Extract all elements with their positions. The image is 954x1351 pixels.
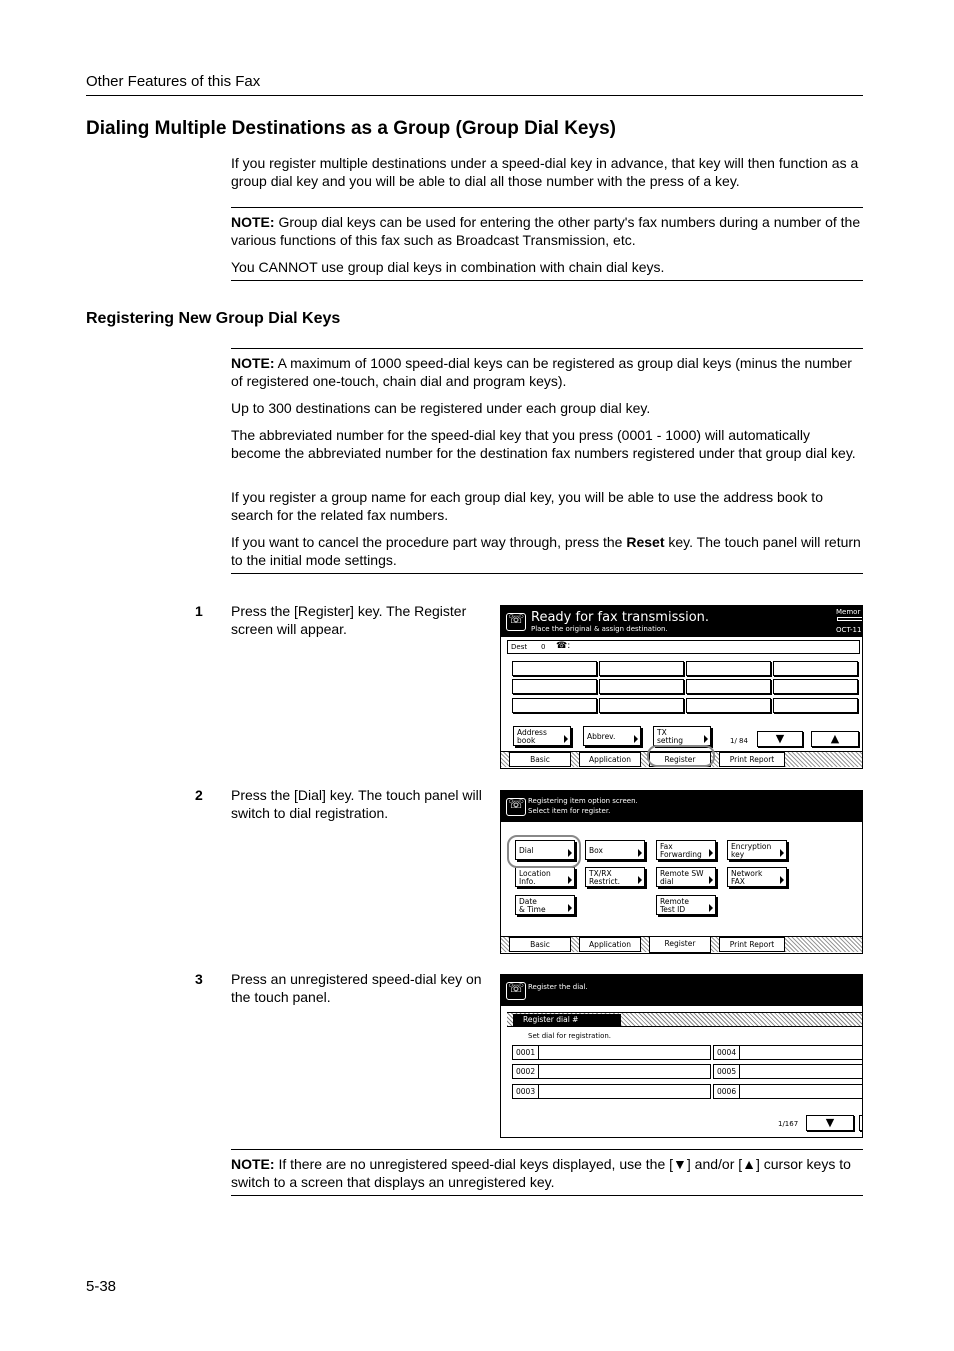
scroll-down-button[interactable] bbox=[757, 731, 803, 747]
screen2-titlebar bbox=[501, 791, 862, 822]
dial-number: 0005 bbox=[714, 1065, 740, 1078]
screen-register-options bbox=[500, 790, 863, 954]
down-arrow-icon: ▼ bbox=[775, 732, 785, 745]
page-indicator: 1/ 84 bbox=[730, 737, 748, 745]
remote-test-id-label: Remote Test ID bbox=[660, 897, 689, 914]
arrow-right-icon bbox=[634, 735, 638, 743]
note1-extra: You CANNOT use group dial keys in combination with chain dial keys. bbox=[231, 259, 665, 275]
note2-p5 bbox=[231, 533, 863, 569]
screen2-title: Registering item option screen. bbox=[528, 797, 638, 805]
page-number: 5-38 bbox=[86, 1278, 117, 1295]
one-touch-key[interactable] bbox=[599, 679, 684, 694]
tab-application[interactable]: Application bbox=[579, 752, 641, 767]
up-arrow-icon: ▲ bbox=[830, 732, 840, 745]
one-touch-key[interactable] bbox=[599, 661, 684, 676]
note2-top-rule bbox=[231, 348, 863, 349]
abbrev-button[interactable] bbox=[583, 726, 641, 746]
box-label: Box bbox=[589, 846, 603, 855]
screen1-title: Ready for fax transmission. bbox=[531, 610, 710, 625]
fax-icon bbox=[506, 982, 526, 1000]
dest-bar bbox=[507, 640, 860, 654]
one-touch-key[interactable] bbox=[512, 679, 597, 694]
location-info-button[interactable] bbox=[515, 867, 575, 887]
section-subtitle: Registering New Group Dial Keys bbox=[86, 310, 341, 327]
scroll-up-button[interactable] bbox=[859, 1115, 863, 1131]
one-touch-key[interactable] bbox=[773, 679, 858, 694]
note3-bottom-rule bbox=[231, 1195, 863, 1196]
note1-label: NOTE: bbox=[231, 214, 275, 230]
reset-key-label: Reset bbox=[626, 534, 665, 550]
scroll-down-button[interactable] bbox=[806, 1115, 854, 1131]
note3-body: If there are no unregistered speed-dial keys displayed, use the [▼] and/or [▲] cursor keys to switch to a screen that displays an unregistered key. bbox=[231, 1156, 851, 1190]
screen1-subtitle: Place the original & assign destination. bbox=[531, 625, 668, 633]
date-time-button[interactable] bbox=[515, 895, 575, 915]
note2-p5-start: If you want to cancel the procedure part way through, press the bbox=[231, 534, 627, 550]
remote-sw-dial-button[interactable] bbox=[656, 867, 716, 887]
remote-sw-dial-label: Remote SW dial bbox=[660, 869, 704, 886]
dial-number: 0004 bbox=[714, 1046, 740, 1059]
dial-key[interactable] bbox=[512, 1084, 711, 1099]
address-book-label: Address book bbox=[517, 728, 547, 745]
note3-top-rule bbox=[231, 1149, 863, 1150]
network-fax-button[interactable] bbox=[727, 867, 787, 887]
arrow-right-icon bbox=[564, 735, 568, 743]
dial-number: 0002 bbox=[513, 1065, 539, 1078]
header-rule bbox=[86, 95, 863, 96]
screen-register bbox=[500, 605, 863, 769]
fax-forwarding-button[interactable] bbox=[656, 840, 716, 860]
note2-text bbox=[231, 354, 863, 390]
scroll-up-button[interactable] bbox=[811, 731, 859, 747]
one-touch-key[interactable] bbox=[686, 679, 771, 694]
arrow-right-icon bbox=[780, 876, 784, 884]
tab-register[interactable]: Register bbox=[649, 937, 711, 953]
address-book-button[interactable] bbox=[513, 726, 571, 746]
page-indicator: 1/167 bbox=[778, 1120, 799, 1128]
dest-label: Dest bbox=[511, 643, 528, 651]
arrow-right-icon bbox=[709, 876, 713, 884]
note2-p2: Up to 300 destinations can be registered under each group dial key. bbox=[231, 400, 651, 416]
running-header: Other Features of this Fax bbox=[86, 73, 261, 90]
arrow-right-icon bbox=[709, 849, 713, 857]
highlight-circle bbox=[507, 835, 581, 868]
screen-register-dial bbox=[500, 974, 863, 1138]
tab-application[interactable]: Application bbox=[579, 937, 641, 952]
tab-print-report[interactable]: Print Report bbox=[719, 752, 785, 767]
one-touch-key[interactable] bbox=[686, 661, 771, 676]
note2-p5-end: key. The touch panel will return to the initial mode settings. bbox=[231, 534, 861, 568]
note1-body: Group dial keys can be used for entering the other party's fax numbers during a number of the various functions of this fax such as Broadcast Transmission, etc. bbox=[231, 214, 861, 248]
dial-number: 0003 bbox=[513, 1085, 539, 1098]
date-label: OCT-11 bbox=[836, 626, 862, 634]
tab-register[interactable]: Register bbox=[649, 752, 711, 767]
one-touch-key[interactable] bbox=[773, 698, 858, 713]
note2-label: NOTE: bbox=[231, 355, 275, 371]
page-title: Dialing Multiple Destinations as a Group (Group Dial Keys) bbox=[86, 118, 616, 139]
memory-gauge bbox=[837, 617, 863, 621]
dial-key[interactable] bbox=[713, 1064, 863, 1079]
tab-basic[interactable]: Basic bbox=[509, 752, 571, 767]
date-time-label: Date & Time bbox=[519, 897, 546, 914]
dial-number: 0006 bbox=[714, 1085, 740, 1098]
screen1-titlebar bbox=[501, 606, 862, 637]
arrow-right-icon bbox=[780, 849, 784, 857]
highlight-circle bbox=[647, 745, 715, 767]
step-1-text: Press the [Register] key. The Register screen will appear. bbox=[231, 603, 467, 637]
tab-print-report[interactable]: Print Report bbox=[719, 937, 785, 952]
note2-p3: The abbreviated number for the speed-dial key that you press (0001 - 1000) will automatically become the abbreviated number for the destination fax numbers registered under that group dial key. bbox=[231, 427, 856, 461]
arrow-right-icon bbox=[704, 735, 708, 743]
dest-count: 0 bbox=[541, 643, 546, 651]
note1-bottom-rule bbox=[231, 280, 863, 281]
fax-forwarding-label: Fax Forwarding bbox=[660, 842, 702, 859]
instruction-text: Set dial for registration. bbox=[528, 1032, 612, 1040]
dial-key[interactable] bbox=[713, 1084, 863, 1099]
dial-label: Dial bbox=[519, 846, 534, 855]
step-2-text: Press the [Dial] key. The touch panel will switch to dial registration. bbox=[231, 787, 482, 821]
one-touch-key[interactable] bbox=[512, 661, 597, 676]
arrow-right-icon bbox=[568, 876, 572, 884]
screen3-titlebar bbox=[501, 975, 862, 1006]
dial-key[interactable] bbox=[713, 1045, 863, 1060]
step-3-text: Press an unregistered speed-dial key on the touch panel. bbox=[231, 971, 482, 1005]
arrow-right-icon bbox=[638, 849, 642, 857]
fax-icon bbox=[506, 798, 526, 816]
tx-rx-restrict-label: TX/RX Restrict. bbox=[589, 869, 620, 886]
one-touch-key[interactable] bbox=[773, 661, 858, 676]
memory-label: Memor bbox=[836, 608, 861, 616]
note2-body: A maximum of 1000 speed-dial keys can be registered as group dial keys (minus the number of registered one-touch, chain dial and program keys). bbox=[231, 355, 852, 389]
register-dial-label: Register dial # bbox=[513, 1014, 621, 1026]
arrow-right-icon bbox=[709, 904, 713, 912]
location-info-label: Location Info. bbox=[519, 869, 551, 886]
note2-p4: If you register a group name for each group dial key, you will be able to use the address book to search for the related fax numbers. bbox=[231, 489, 823, 523]
note2-bottom-rule bbox=[231, 573, 863, 574]
one-touch-key[interactable] bbox=[599, 698, 684, 713]
encryption-key-label: Encryption key bbox=[731, 842, 772, 859]
note3-label: NOTE: bbox=[231, 1156, 275, 1172]
step-3-number: 3 bbox=[195, 971, 203, 987]
tab-bar bbox=[501, 936, 862, 952]
note3-text bbox=[231, 1155, 863, 1191]
step-1-number: 1 bbox=[195, 603, 203, 619]
tab-basic[interactable]: Basic bbox=[509, 937, 571, 952]
abbrev-label: Abbrev. bbox=[587, 732, 616, 741]
remote-test-id-button[interactable] bbox=[656, 895, 716, 915]
one-touch-key[interactable] bbox=[686, 698, 771, 713]
box-button[interactable] bbox=[585, 840, 645, 860]
arrow-right-icon bbox=[638, 876, 642, 884]
dial-key[interactable] bbox=[512, 1045, 711, 1060]
screen3-title: Register the dial. bbox=[528, 983, 588, 991]
arrow-right-icon bbox=[568, 904, 572, 912]
note1-top-rule bbox=[231, 207, 863, 208]
screen2-subtitle: Select item for register. bbox=[528, 807, 611, 815]
network-fax-label: Network FAX bbox=[731, 869, 763, 886]
register-dial-header bbox=[507, 1012, 863, 1027]
one-touch-key[interactable] bbox=[512, 698, 597, 713]
dial-number: 0001 bbox=[513, 1046, 539, 1059]
step-2-number: 2 bbox=[195, 787, 203, 803]
note1-text bbox=[231, 213, 863, 249]
tx-setting-label: TX setting bbox=[657, 728, 684, 745]
encryption-key-button[interactable] bbox=[727, 840, 787, 860]
phone-icon: ☎: bbox=[556, 641, 571, 651]
dial-key[interactable] bbox=[512, 1064, 711, 1079]
tx-setting-button[interactable] bbox=[653, 726, 711, 746]
down-arrow-icon: ▼ bbox=[825, 1116, 835, 1129]
intro-paragraph: If you register multiple destinations under a speed-dial key in advance, that key will then function as a group dial key and you will be able to dial all those number with the press of a key. bbox=[231, 155, 859, 189]
tx-rx-restrict-button[interactable] bbox=[585, 867, 645, 887]
fax-icon bbox=[506, 613, 526, 631]
